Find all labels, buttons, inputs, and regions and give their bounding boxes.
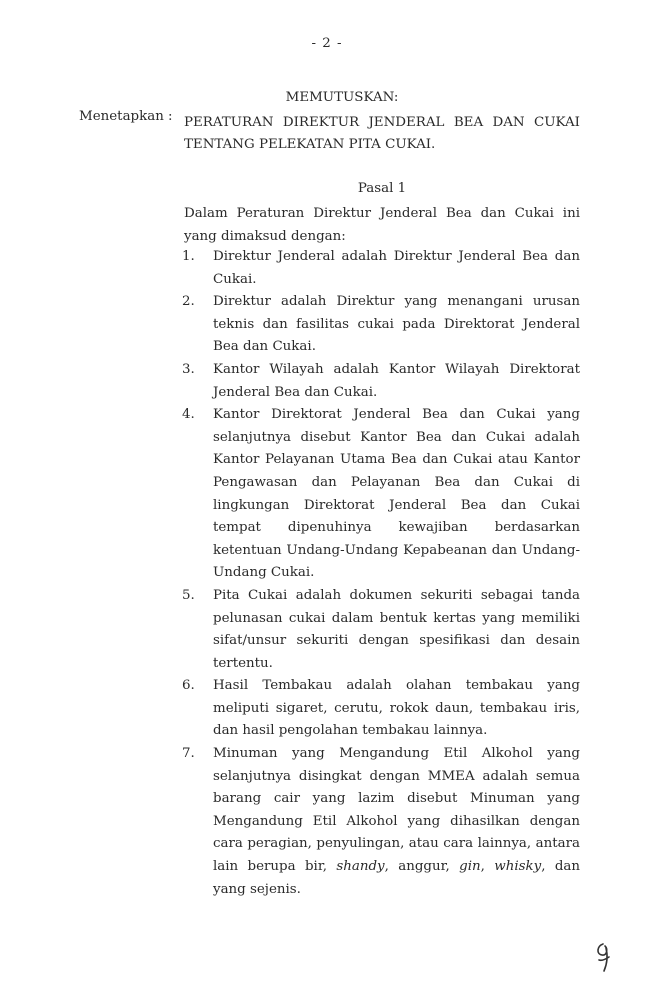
definition-item bbox=[182, 291, 580, 359]
definition-item bbox=[182, 585, 580, 675]
definition-number: 7. bbox=[182, 746, 195, 762]
initial-paraf-mark bbox=[593, 940, 615, 974]
definition-text: Direktur Jenderal adalah Direktur Jenderal Bea dan Cukai. bbox=[213, 249, 580, 287]
definition-text bbox=[213, 743, 580, 901]
italic-term: whisky bbox=[494, 859, 542, 875]
definition-text: Hasil Tembakau adalah olahan tembakau yang meliputi sigaret, cerutu, rokok daun, tembakau iris, dan hasil pengolahan tembakau lainnya. bbox=[213, 678, 580, 739]
pasal-intro: Dalam Peraturan Direktur Jenderal Bea dan Cukai ini yang dimaksud dengan: bbox=[184, 206, 580, 244]
definition-item bbox=[182, 404, 580, 585]
definition-number: 2. bbox=[182, 294, 195, 310]
title-word: CUKAI bbox=[534, 115, 580, 130]
definition-item bbox=[182, 359, 580, 404]
mmea-text: , dan yang sejenis. bbox=[213, 859, 580, 897]
definition-item bbox=[182, 246, 580, 291]
definition-item bbox=[182, 675, 580, 743]
definition-list bbox=[182, 246, 580, 901]
title-word: PERATURAN bbox=[184, 115, 274, 130]
definition-text: Direktur adalah Direktur yang menangani urusan teknis dan fasilitas cukai pada Direktorat Jenderal Bea dan Cukai. bbox=[213, 294, 580, 355]
page-number: - 2 - bbox=[311, 36, 343, 51]
mmea-text: , bbox=[480, 859, 495, 875]
italic-term: gin bbox=[459, 859, 481, 875]
definition-text: Kantor Direktorat Jenderal Bea dan Cukai yang selanjutnya disebut Kantor Bea dan Cukai adalah Kantor Pelayanan Utama Bea dan Cukai atau Kantor Pengawasan dan Pelayanan Bea dan Cukai di lingkungan Direktorat Jenderal Bea dan Cukai tempat dipenuhinya kewajiban berdasarkan ketentuan Undang-Undang Kepabeanan dan Undang-Undang Cukai. bbox=[213, 407, 580, 581]
definition-number: 5. bbox=[182, 587, 195, 603]
regulation-title-line2: TENTANG PELEKATAN PITA CUKAI. bbox=[184, 137, 436, 152]
mmea-text: Minuman yang Mengandung Etil Alkohol yang selanjutnya disingkat dengan MMEA adalah semua barang cair yang lazim disebut Minuman yang Mengandung Etil Alkohol yang dihasilkan dengan cara peragian, penyulingan, atau cara lainnya, antara lain berupa bir, bbox=[213, 746, 580, 875]
definition-number: 1. bbox=[182, 249, 195, 264]
definition-number: 4. bbox=[182, 407, 195, 423]
menetapkan-colon: : bbox=[168, 109, 173, 124]
title-word: DIREKTUR bbox=[282, 115, 360, 130]
definition-number: 6. bbox=[182, 678, 195, 694]
definition-item bbox=[182, 743, 580, 901]
regulation-title bbox=[184, 112, 580, 156]
definition-text: Kantor Wilayah adalah Kantor Wilayah Direktorat Jenderal Bea dan Cukai. bbox=[213, 361, 580, 400]
definition-number: 3. bbox=[182, 361, 195, 377]
mmea-text: , anggur, bbox=[384, 859, 460, 875]
regulation-title-line1 bbox=[184, 112, 580, 134]
italic-term: shandy bbox=[336, 859, 385, 875]
title-word: DAN bbox=[492, 115, 525, 130]
title-word: BEA bbox=[453, 115, 484, 130]
pasal-heading: Pasal 1 bbox=[357, 181, 407, 196]
definition-text: Pita Cukai adalah dokumen sekuriti sebagai tanda pelunasan cukai dalam bentuk kertas yang memiliki sifat/unsur sekuriti dengan spesifikasi dan desain tertentu. bbox=[213, 587, 580, 671]
decision-heading: MEMUTUSKAN: bbox=[285, 90, 399, 105]
title-word: JENDERAL bbox=[368, 115, 445, 130]
menetapkan-label: Menetapkan bbox=[79, 109, 164, 124]
